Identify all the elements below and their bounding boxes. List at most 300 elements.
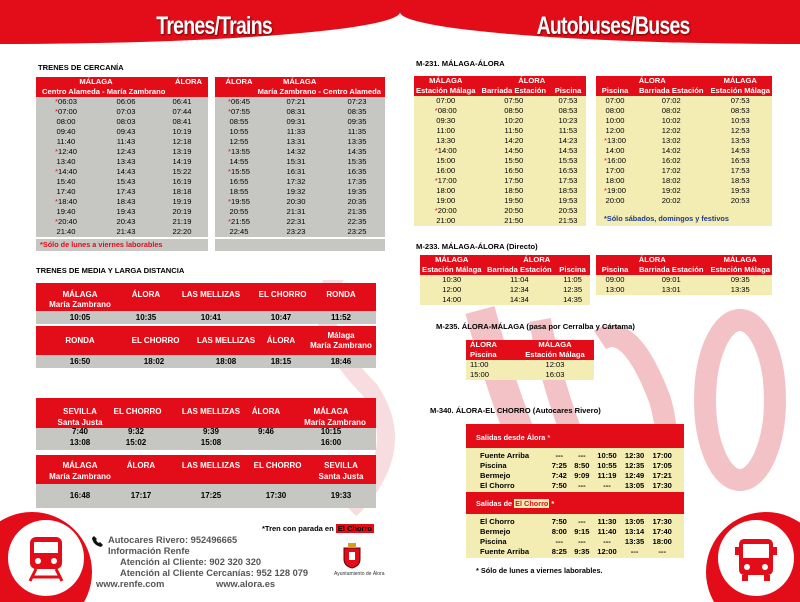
table-row [36, 117, 208, 127]
table-cell: 21:35 [329, 207, 385, 217]
table-cell: *15:55 [215, 167, 263, 177]
table-cell: Piscina [480, 537, 507, 546]
table-row [596, 186, 772, 196]
table-cell: 06:06 [96, 97, 156, 107]
table-cell: 21:53 [550, 216, 586, 226]
table-cell: 10:30 [420, 275, 484, 285]
table-cell: 15:53 [550, 156, 586, 166]
table-cell: 13:05 [624, 481, 645, 490]
table-cell: 06:41 [156, 97, 208, 107]
table-row [414, 196, 586, 206]
table-cell: 15:00 [414, 156, 478, 166]
larga-row-2: 16:50 18:02 18:08 18:15 18:46 [36, 355, 376, 368]
table-cell: 17:05 [652, 461, 672, 470]
table-row [476, 461, 676, 471]
table-row [596, 196, 772, 206]
table-cell: 14:53 [708, 146, 772, 156]
table-cell: 12:43 [96, 147, 156, 157]
table-cell: 12:35 [624, 461, 645, 470]
table-cell: Fuente Arriba [480, 451, 530, 460]
col-header-malaga: MÁLAGA [263, 77, 385, 87]
table-cell: 13:35 [624, 537, 645, 546]
table-cell: 13:30 [414, 136, 478, 146]
table-cell: 20:43 [96, 217, 156, 227]
table-cell: 11:50 [478, 126, 551, 136]
table-cell: 07:53 [550, 96, 586, 106]
table-row [36, 107, 208, 117]
table-row [466, 360, 594, 370]
table-cell: *14:40 [36, 167, 96, 177]
asterisk-mark: * [55, 197, 58, 206]
table-cell: *18:40 [36, 197, 96, 207]
table-cell: 16:03 [516, 370, 594, 380]
table-cell: 14:35 [329, 147, 385, 157]
table-row [36, 197, 208, 207]
table-cell: 17:40 [36, 187, 96, 197]
m231-note: *Sólo sábados, domingos y festivos [604, 214, 729, 223]
table-row [414, 96, 586, 106]
table-cell: 15:40 [36, 177, 96, 187]
asterisk-mark: * [228, 97, 231, 106]
table-cell: 14:19 [156, 157, 208, 167]
table-cell: 21:50 [478, 216, 551, 226]
table-cell: 10:50 [597, 451, 617, 460]
table-cell: 18:02 [634, 176, 708, 186]
table-cell: 10:55 [597, 461, 617, 470]
table-cell: 13:14 [624, 527, 645, 536]
table-cell: 17:02 [634, 166, 708, 176]
table-cell: 14:34 [484, 295, 556, 305]
table-row [596, 285, 772, 295]
table-cell: 10:55 [215, 127, 263, 137]
table-cell: 18:55 [215, 187, 263, 197]
table-cell: 18:00 [652, 537, 672, 546]
table-row [414, 106, 586, 116]
table-cell: 12:00 [420, 285, 484, 295]
table-cell: 12:00 [597, 547, 617, 556]
table-cell: 20:30 [263, 197, 329, 207]
table-cell: 15:50 [478, 156, 551, 166]
table-row [414, 156, 586, 166]
table-row [420, 285, 590, 295]
table-cell: *16:00 [596, 156, 634, 166]
table-cell: 20:02 [634, 196, 708, 206]
table-cell: *19:55 [215, 197, 263, 207]
table-cell: 09:35 [329, 117, 385, 127]
table-cell: 07:00 [596, 96, 634, 106]
m233-table-alora-malaga: ÁLORA MÁLAGA Piscina Barriada Estación Estación Málaga 09:00 09:01 09:35 13:00 13:01 13:35 [596, 255, 772, 295]
table-cell: 16:00 [414, 166, 478, 176]
table-cell: 09:01 [634, 275, 708, 285]
table-cell: 11:35 [329, 127, 385, 137]
table-cell: 17:00 [652, 451, 672, 460]
table-cell: 15:00 [466, 370, 516, 380]
table-cell: --- [603, 481, 611, 490]
table-cell: 15:22 [156, 167, 208, 177]
table-cell: 12:34 [484, 285, 556, 295]
asterisk-mark: * [228, 217, 231, 226]
m231-table-malaga-alora: MÁLAGA ÁLORA Estación Málaga Barriada Estación Piscina 07:00 07:50 07:53 *08:00 08:50 08:53 09:30 10:20 10:23 11:00 11:50 11:53 13:30 14:20 14:23 *14:00 14:50 14:53 15:00 15:50 15:53 16:00 16:50 16:53 *17:00 17:50 17:53 18:00 18:50 18:53 19:00 19:50 19:53 *20:00 20:50 20:53 21:00 21:50 21:53 [414, 76, 586, 226]
asterisk-mark: * [604, 186, 607, 195]
m340-table-desde-chorro [476, 517, 676, 557]
renfe-link[interactable]: www.renfe.com [96, 579, 165, 589]
table-cell: 8:50 [574, 461, 590, 470]
table-cell: 7:50 [551, 517, 567, 526]
ayuntamiento-crest-icon [342, 543, 362, 569]
larga-note: *Tren con parada en El Chorro [262, 524, 372, 533]
table-cell: 19:43 [96, 207, 156, 217]
table-cell: 13:53 [708, 136, 772, 146]
table-cell: 13:43 [96, 157, 156, 167]
table-cell: *13:55 [215, 147, 263, 157]
table-cell: 14:55 [215, 157, 263, 167]
table-cell: 13:01 [634, 285, 708, 295]
cercania-note: *Sólo de lunes a viernes laborables [40, 240, 163, 249]
table-cell: 19:35 [329, 187, 385, 197]
table-row [596, 166, 772, 176]
table-cell: 20:35 [329, 197, 385, 207]
table-row [476, 481, 676, 491]
table-cell: *14:00 [414, 146, 478, 156]
table-cell: *20:40 [36, 217, 96, 227]
table-cell: 12:30 [624, 451, 645, 460]
table-row [36, 97, 208, 107]
table-row [596, 126, 772, 136]
table-row [414, 116, 586, 126]
table-row [215, 227, 385, 237]
table-cell: 19:00 [414, 196, 478, 206]
table-cell: 08:03 [96, 117, 156, 127]
table-cell: 7:25 [551, 461, 567, 470]
asterisk-mark: * [434, 146, 438, 155]
table-cell: 13:00 [596, 285, 634, 295]
table-cell: --- [578, 537, 586, 546]
ayuntamiento-label: Ayuntamiento de Álora [334, 571, 385, 577]
table-cell: 09:35 [708, 275, 772, 285]
table-cell: 12:18 [156, 137, 208, 147]
table-row [596, 156, 772, 166]
table-cell: 17:30 [652, 481, 672, 490]
table-cell: 09:43 [96, 127, 156, 137]
table-cell: El Chorro [480, 517, 515, 526]
asterisk-mark: * [434, 206, 438, 215]
table-cell: 16:53 [708, 156, 772, 166]
table-cell: 10:00 [596, 116, 634, 126]
table-cell: 22:35 [329, 217, 385, 227]
table-cell: 10:23 [550, 116, 586, 126]
table-cell: 19:19 [156, 197, 208, 207]
station-sub: María Zambrano [49, 300, 111, 309]
trains-title: Trenes/Trains [156, 12, 272, 40]
table-cell: 21:40 [36, 227, 96, 237]
table-row [36, 127, 208, 137]
table-row [476, 547, 676, 557]
table-cell: 18:00 [596, 176, 634, 186]
table-row [420, 275, 590, 285]
asterisk-mark: * [55, 167, 58, 176]
table-row [36, 157, 208, 167]
table-row [36, 187, 208, 197]
table-cell: 8:25 [551, 547, 567, 556]
phone-icon [92, 535, 104, 547]
m340-note: * Sólo de lunes a viernes laborables. [476, 566, 603, 575]
m233-table-malaga-alora: MÁLAGA ÁLORA Estación Málaga Barriada Estación Piscina 10:30 11:04 11:05 12:00 12:34 12:35 14:00 14:34 14:35 [420, 255, 590, 305]
table-row [476, 471, 676, 481]
table-cell: 10:02 [634, 116, 708, 126]
table-cell: 15:31 [263, 157, 329, 167]
table-cell: 08:35 [329, 107, 385, 117]
table-cell: 17:40 [652, 527, 672, 536]
table-cell: 19:53 [550, 196, 586, 206]
asterisk-mark: * [228, 167, 231, 176]
table-cell: 23:23 [263, 227, 329, 237]
table-cell: 16:19 [156, 177, 208, 187]
table-cell: 13:05 [624, 517, 645, 526]
buses-title: Autobuses/Buses [536, 12, 690, 40]
larga-row-3: 7:40 13:08 9:32 15:02 9:39 15:08 9:46 10:15 16:00 [36, 428, 376, 450]
table-cell: 20:00 [596, 196, 634, 206]
table-cell: 11:53 [550, 126, 586, 136]
table-cell: 16:02 [634, 156, 708, 166]
table-cell: 08:50 [478, 106, 551, 116]
station-maria-zambrano: María Zambrano [106, 87, 166, 96]
table-cell: 11:00 [466, 360, 516, 370]
table-cell: 07:53 [708, 96, 772, 106]
table-cell: 11:40 [36, 137, 96, 147]
asterisk-mark: * [55, 97, 58, 106]
table-cell: *06:45 [215, 97, 263, 107]
table-cell: 18:53 [550, 186, 586, 196]
table-cell: 20:19 [156, 207, 208, 217]
table-cell: 08:53 [550, 106, 586, 116]
table-cell: 07:44 [156, 107, 208, 117]
asterisk-mark: * [604, 136, 607, 145]
table-row [596, 275, 772, 285]
m340-table-desde-alora [476, 451, 676, 491]
table-cell: --- [578, 451, 586, 460]
table-cell: 18:18 [156, 187, 208, 197]
table-cell: 08:55 [215, 117, 263, 127]
contact-cercanias-phone: Atención al Cliente Cercanías: 952 128 079 [120, 568, 309, 578]
table-row [596, 176, 772, 186]
table-cell: Bermejo [480, 527, 511, 536]
table-cell: 09:40 [36, 127, 96, 137]
table-row [215, 117, 385, 127]
table-cell: 22:31 [263, 217, 329, 227]
table-cell: 13:02 [634, 136, 708, 146]
table-cell: 10:53 [708, 116, 772, 126]
table-cell: 08:31 [263, 107, 329, 117]
table-cell: 11:04 [484, 275, 556, 285]
m340-head-2-label: Salidas de El Chorro * [476, 499, 555, 508]
table-row [476, 451, 676, 461]
table-cell: 8:00 [551, 527, 567, 536]
table-cell: 18:00 [414, 186, 478, 196]
table-cell: 15:43 [96, 177, 156, 187]
table-cell: 22:20 [156, 227, 208, 237]
table-cell: 14:50 [478, 146, 551, 156]
larga-bar-4: MÁLAGA María Zambrano ÁLORA LAS MELLIZAS *EL CHORRO SEVILLA Santa Justa [36, 455, 376, 484]
table-row [414, 206, 586, 216]
table-cell: 20:53 [708, 196, 772, 206]
table-cell: 11:33 [263, 127, 329, 137]
table-cell: 08:00 [596, 106, 634, 116]
asterisk-mark: * [228, 197, 231, 206]
table-cell: 16:50 [478, 166, 551, 176]
table-cell: 12:49 [624, 471, 645, 480]
table-row [596, 146, 772, 156]
table-cell: 18:50 [478, 186, 551, 196]
table-cell: --- [578, 481, 586, 490]
table-cell: 19:53 [708, 186, 772, 196]
table-cell: 16:31 [263, 167, 329, 177]
table-row [215, 97, 385, 107]
table-cell: 12:53 [708, 126, 772, 136]
cercania-note-bg-2 [215, 239, 385, 251]
bus-icon [733, 535, 779, 583]
table-cell: 21:31 [263, 207, 329, 217]
table-cell: 17:30 [652, 517, 672, 526]
table-cell: 11:05 [555, 275, 590, 285]
table-cell: 9:09 [574, 471, 590, 480]
table-cell: *12:40 [36, 147, 96, 157]
table-cell: 09:00 [596, 275, 634, 285]
table-cell: 08:41 [156, 117, 208, 127]
table-cell: 13:40 [36, 157, 96, 167]
table-cell: 18:53 [708, 176, 772, 186]
m233-title: M-233. MÁLAGA-ÁLORA (Directo) [416, 242, 538, 251]
table-cell: 13:35 [708, 285, 772, 295]
table-cell: 14:00 [420, 295, 484, 305]
table-cell: 14:32 [263, 147, 329, 157]
table-cell: *20:00 [414, 206, 478, 216]
table-cell: 11:30 [597, 517, 617, 526]
table-cell: 22:45 [215, 227, 263, 237]
table-cell: 12:03 [516, 360, 594, 370]
table-cell: 20:53 [550, 206, 586, 216]
table-cell: 7:50 [551, 481, 567, 490]
m231-table-alora-malaga: ÁLORA MÁLAGA Piscina Barriada Estación Estación Málaga 07:00 07:02 07:53 08:00 08:02 08:53 10:00 10:02 10:53 12:00 12:02 12:53 *13:00 13:02 13:53 14:00 14:02 14:53 *16:00 16:02 16:53 17:00 17:02 17:53 18:00 18:02 18:53 *19:00 19:02 19:53 20:00 20:02 20:53 [596, 76, 772, 206]
table-row [414, 176, 586, 186]
m235-title: M-235. ÁLORA-MÁLAGA (pasa por Cerralba y Cártama) [436, 322, 635, 331]
table-row [414, 126, 586, 136]
table-cell: 10:20 [478, 116, 551, 126]
station-centro-alameda: Centro Alameda [323, 87, 381, 96]
table-cell: 17:50 [478, 176, 551, 186]
asterisk-mark: * [228, 147, 231, 156]
table-row [215, 187, 385, 197]
table-cell: 11:00 [414, 126, 478, 136]
table-cell: 9:35 [574, 547, 590, 556]
table-cell: Piscina [480, 461, 507, 470]
table-cell: 17:43 [96, 187, 156, 197]
table-cell: 14:20 [478, 136, 551, 146]
table-row [476, 537, 676, 547]
table-cell: --- [603, 537, 611, 546]
contact-renfe-phone: Atención al Cliente: 902 320 320 [120, 557, 262, 567]
table-cell: --- [578, 517, 586, 526]
table-row [36, 167, 208, 177]
table-cell: 14:35 [555, 295, 590, 305]
table-cell: Bermejo [480, 471, 511, 480]
table-cell: 07:00 [414, 96, 478, 106]
table-row [215, 127, 385, 137]
cercania-title: TRENES DE CERCANÍA [38, 63, 124, 72]
table-cell: *07:55 [215, 107, 263, 117]
table-cell: 14:23 [550, 136, 586, 146]
table-cell: 16:35 [329, 167, 385, 177]
larga-bar-2: RONDA *EL CHORRO LAS MELLIZAS ÁLORA Málaga María Zambrano [36, 326, 376, 356]
table-cell: --- [658, 547, 666, 556]
table-cell: *06:03 [36, 97, 96, 107]
table-cell: *08:00 [414, 106, 478, 116]
table-cell: --- [555, 451, 564, 460]
table-row [36, 177, 208, 187]
larga-bar-1: MÁLAGA María Zambrano ÁLORA LAS MELLIZAS *EL CHORRO RONDA [36, 283, 376, 313]
table-cell: *13:00 [596, 136, 634, 146]
table-cell: 9:15 [574, 527, 590, 536]
table-cell: 12:55 [215, 137, 263, 147]
table-row [215, 167, 385, 177]
asterisk-mark: * [55, 147, 58, 156]
table-row [414, 136, 586, 146]
table-cell: 20:50 [478, 206, 551, 216]
table-cell: 13:35 [329, 137, 385, 147]
table-cell: 13:31 [263, 137, 329, 147]
asterisk-mark: * [604, 156, 607, 165]
asterisk-mark: * [434, 106, 438, 115]
cercania-table-malaga-alora: MÁLAGA ÁLORA Centro Alameda - María Zambrano *06:03 06:06 06:41 *07:00 07:03 07:44 08:00 08:03 08:41 09:40 09:43 10:19 11:40 11:43 12:18 *12:40 12:43 13:19 13:40 13:43 14:19 *14:40 14:43 15:22 15:40 15:43 16:19 17:40 17:43 18:18 *18:40 18:43 19:19 19:40 19:43 20:19 *20:40 20:43 21:19 21:40 21:43 22:20 [36, 77, 208, 237]
table-cell: 16:55 [215, 177, 263, 187]
col-header-malaga: MÁLAGA [36, 77, 156, 87]
table-cell: 21:43 [96, 227, 156, 237]
col-header-alora: ÁLORA [215, 77, 263, 87]
table-cell: 17:21 [652, 471, 672, 480]
table-cell: 07:03 [96, 107, 156, 117]
table-row [215, 137, 385, 147]
table-cell: El Chorro [480, 481, 515, 490]
table-cell: 14:00 [596, 146, 634, 156]
table-row [36, 207, 208, 217]
m340-title: M-340. ÁLORA-EL CHORRO (Autocares Rivero) [430, 406, 601, 415]
table-cell: *21:55 [215, 217, 263, 227]
table-row [215, 217, 385, 227]
asterisk-mark: * [55, 107, 58, 116]
table-cell: 17:00 [596, 166, 634, 176]
table-cell: 07:50 [478, 96, 551, 106]
station-maria-zambrano: María Zambrano [257, 87, 317, 96]
table-cell: 21:00 [414, 216, 478, 226]
table-cell: 17:35 [329, 177, 385, 187]
larga-title: TRENES DE MEDIA Y LARGA DISTANCIA [36, 266, 185, 275]
table-cell: 09:31 [263, 117, 329, 127]
contact-rivero: Autocares Rivero: 952496665 [108, 535, 238, 545]
table-cell: 10:19 [156, 127, 208, 137]
table-cell: 12:35 [555, 285, 590, 295]
train-icon [22, 533, 70, 583]
larga-bar-3: SEVILLA Santa Justa *EL CHORRO LAS MELLIZAS ÁLORA MÁLAGA María Zambrano [36, 398, 376, 428]
table-row [596, 116, 772, 126]
table-cell: 23:25 [329, 227, 385, 237]
table-row [596, 106, 772, 116]
larga-row-1: 10:05 10:35 10:41 10:47 11:52 [36, 311, 376, 324]
table-cell: 17:53 [550, 176, 586, 186]
table-cell: 19:40 [36, 207, 96, 217]
table-cell: *07:00 [36, 107, 96, 117]
table-row [215, 207, 385, 217]
table-cell: 11:40 [597, 527, 617, 536]
alora-link[interactable]: www.alora.es [216, 579, 276, 589]
